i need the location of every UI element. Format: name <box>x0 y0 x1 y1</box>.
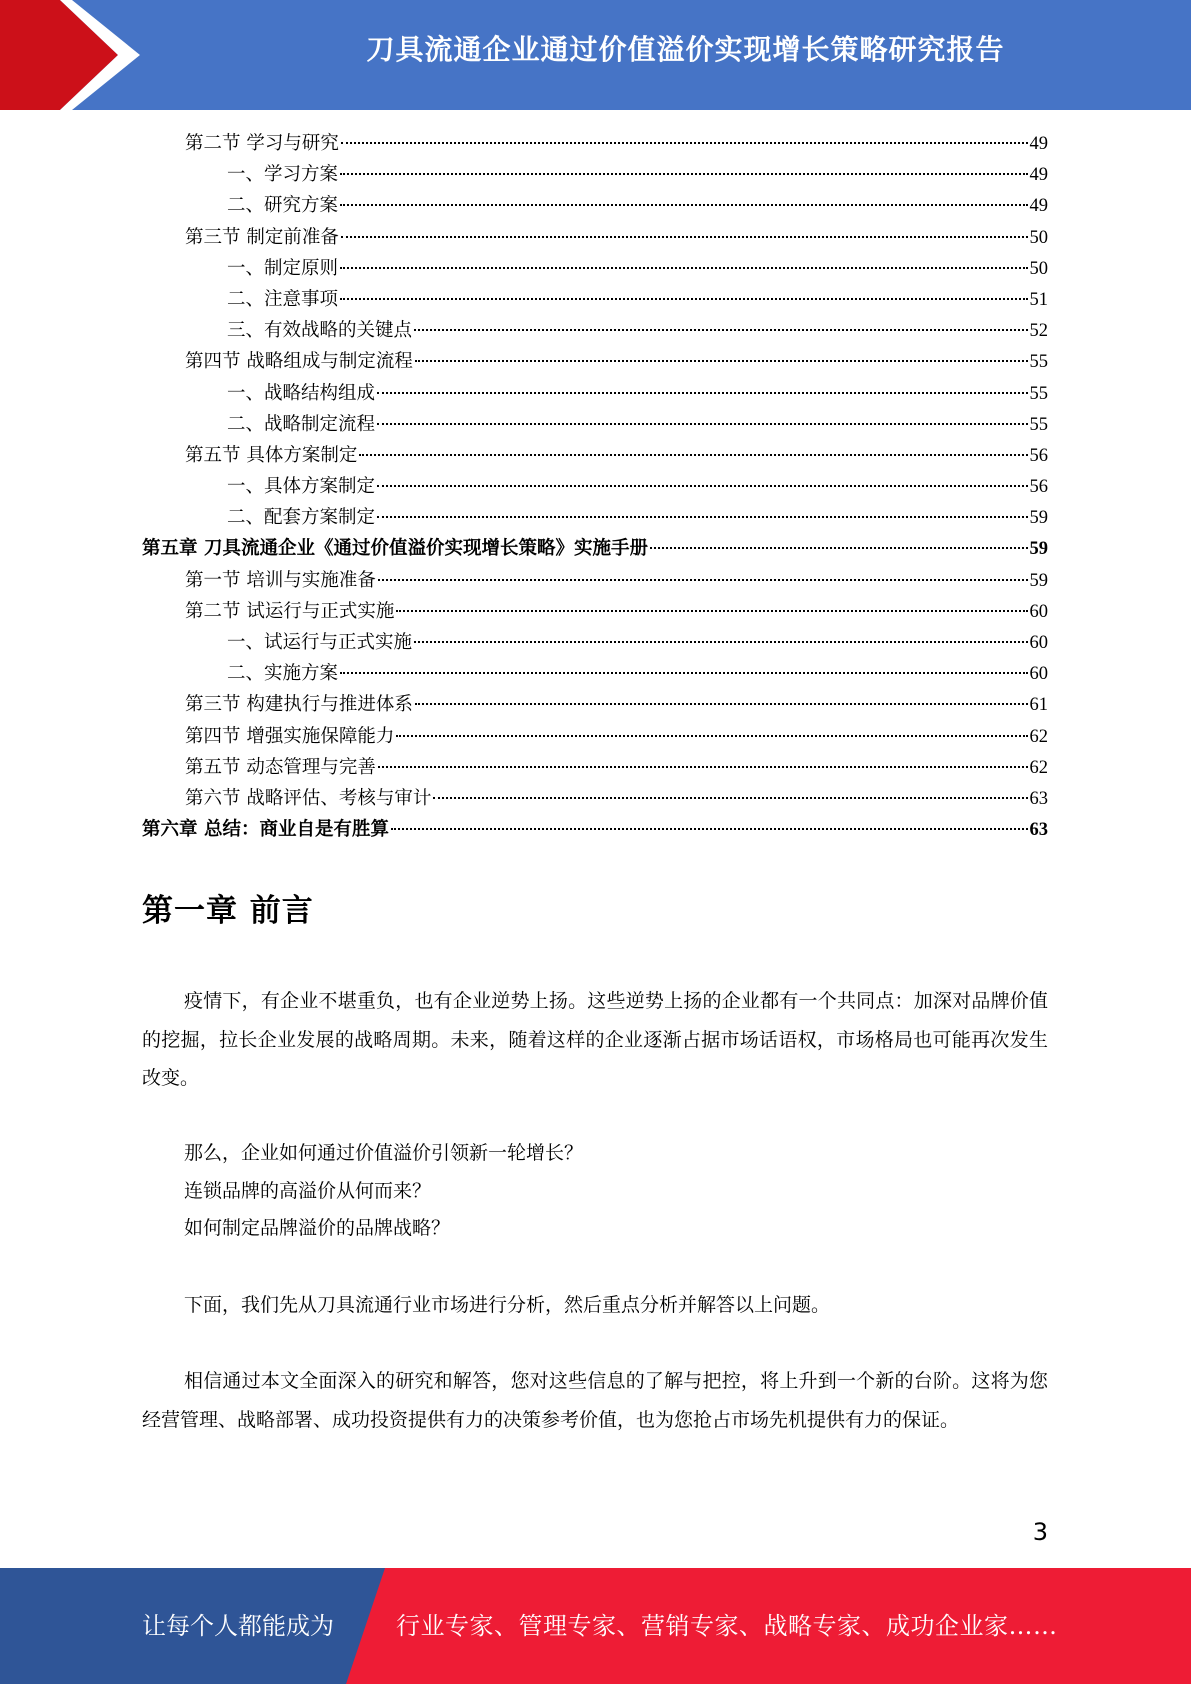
toc-entry-label: 第六节 战略评估、考核与审计 <box>185 787 432 809</box>
toc-entry-label: 一、制定原则 <box>227 257 339 279</box>
toc-entry[interactable] <box>142 346 1048 377</box>
toc-entry-page: 59 <box>1029 570 1048 591</box>
toc-entry-label: 第六章 总结：商业自是有胜算 <box>142 819 389 841</box>
toc-entry-page: 50 <box>1029 258 1048 279</box>
toc-entry-label: 第三节 制定前准备 <box>185 226 339 248</box>
toc-leader-dots <box>415 360 1028 362</box>
toc-entry-page: 49 <box>1029 196 1048 217</box>
table-of-contents <box>142 128 1048 845</box>
toc-leader-dots <box>377 423 1027 425</box>
toc-entry[interactable] <box>142 378 1048 409</box>
toc-entry[interactable] <box>142 315 1048 346</box>
closing-paragraph <box>142 1362 1048 1439</box>
paragraph: 疫情下，有企业不堪重负，也有企业逆势上扬。这些逆势上扬的企业都有一个共同点：加深对品牌价值的挖掘，拉长企业发展的战略周期。未来，随着这样的企业逐渐占据市场话语权，市场格局也可能再次发生改变。 <box>142 990 1048 1089</box>
toc-entry-label: 第二节 学习与研究 <box>185 133 339 154</box>
toc-entry-page: 60 <box>1029 664 1048 685</box>
toc-entry[interactable] <box>142 689 1048 720</box>
toc-entry-label: 第四节 增强实施保障能力 <box>185 725 395 747</box>
toc-entry[interactable] <box>142 222 1048 253</box>
toc-leader-dots <box>414 641 1027 643</box>
toc-entry[interactable] <box>142 471 1048 502</box>
toc-entry-label: 一、学习方案 <box>227 164 339 186</box>
toc-entry-label: 二、注意事项 <box>227 288 339 310</box>
toc-entry-label: 第五节 动态管理与完善 <box>185 756 376 778</box>
toc-leader-dots <box>377 516 1027 518</box>
toc-entry-page: 49 <box>1029 134 1048 154</box>
toc-entry-page: 59 <box>1029 539 1048 560</box>
footer-slogan-left: 让每个人都能成为 <box>142 1612 334 1640</box>
toc-entry[interactable] <box>142 721 1048 752</box>
toc-leader-dots <box>378 579 1028 581</box>
toc-entry-label: 二、配套方案制定 <box>227 507 376 529</box>
header-arrow-decoration <box>0 0 160 110</box>
question-item: 那么，企业如何通过价值溢价引领新一轮增长？ <box>184 1142 584 1164</box>
toc-leader-dots <box>650 547 1028 549</box>
toc-entry-label: 第四节 战略组成与制定流程 <box>185 351 413 373</box>
toc-entry[interactable] <box>142 284 1048 315</box>
question-item: 连锁品牌的高溢价从何而来？ <box>184 1179 432 1202</box>
toc-entry-page: 60 <box>1029 633 1048 653</box>
toc-entry[interactable] <box>142 627 1048 658</box>
paragraph: 相信通过本文全面深入的研究和解答，您对这些信息的了解与把控，将上升到一个新的台阶。这将为您经营管理、战略部署、成功投资提供有力的决策参考价值，也为您抢占市场先机提供有力的保证。 <box>142 1370 1048 1431</box>
analysis-paragraph <box>142 1286 1048 1325</box>
toc-leader-dots <box>378 766 1028 768</box>
toc-leader-dots <box>415 703 1028 705</box>
toc-entry[interactable] <box>142 440 1048 471</box>
toc-entry[interactable] <box>142 814 1048 845</box>
toc-entry[interactable] <box>142 128 1048 159</box>
toc-entry[interactable] <box>142 502 1048 533</box>
page-header <box>0 0 1191 110</box>
intro-paragraph <box>142 982 1048 1098</box>
toc-entry[interactable] <box>142 409 1048 440</box>
toc-leader-dots <box>414 329 1027 331</box>
toc-entry-label: 二、研究方案 <box>227 195 339 217</box>
report-title: 刀具流通企业通过价值溢价实现增长策略研究报告 <box>366 33 1005 66</box>
toc-entry[interactable] <box>142 159 1048 190</box>
toc-entry-page: 60 <box>1029 601 1048 622</box>
toc-leader-dots <box>340 267 1027 269</box>
question-list <box>142 1135 1048 1248</box>
toc-leader-dots <box>433 797 1027 799</box>
toc-leader-dots <box>340 204 1027 206</box>
toc-entry-page: 49 <box>1029 165 1048 186</box>
toc-entry-label: 一、具体方案制定 <box>227 476 376 498</box>
toc-entry-page: 55 <box>1029 414 1048 435</box>
toc-leader-dots <box>377 485 1027 487</box>
toc-entry-page: 51 <box>1029 289 1048 310</box>
toc-leader-dots <box>340 298 1027 300</box>
toc-entry-label: 二、实施方案 <box>227 663 339 685</box>
chapter-heading: 第一章 前言 <box>142 893 314 929</box>
toc-entry[interactable] <box>142 565 1048 596</box>
toc-entry-page: 62 <box>1029 726 1048 747</box>
toc-entry[interactable] <box>142 658 1048 689</box>
toc-leader-dots <box>391 828 1028 830</box>
toc-leader-dots <box>396 735 1027 737</box>
toc-entry[interactable] <box>142 533 1048 564</box>
toc-entry[interactable] <box>142 752 1048 783</box>
toc-leader-dots <box>377 392 1027 394</box>
toc-entry[interactable] <box>142 596 1048 627</box>
toc-entry[interactable] <box>142 253 1048 284</box>
toc-entry-page: 52 <box>1029 321 1048 342</box>
paragraph: 下面，我们先从刀具流通行业市场进行分析，然后重点分析并解答以上问题。 <box>184 1294 831 1316</box>
toc-entry[interactable] <box>142 783 1048 814</box>
toc-entry-page: 56 <box>1029 445 1048 466</box>
toc-leader-dots <box>396 610 1027 612</box>
toc-entry-page: 55 <box>1029 383 1048 404</box>
toc-entry-page: 62 <box>1029 757 1048 778</box>
toc-entry-page: 61 <box>1029 695 1048 716</box>
page-footer <box>0 1568 1191 1684</box>
toc-entry[interactable] <box>142 190 1048 221</box>
toc-leader-dots <box>340 173 1027 175</box>
toc-entry-page: 63 <box>1029 788 1048 809</box>
toc-entry-label: 第三节 构建执行与推进体系 <box>185 694 413 716</box>
toc-leader-dots <box>359 454 1027 456</box>
toc-entry-label: 一、战略结构组成 <box>227 382 376 404</box>
toc-entry-label: 一、试运行与正式实施 <box>227 632 413 653</box>
toc-leader-dots <box>341 236 1028 238</box>
toc-entry-page: 59 <box>1029 508 1048 529</box>
question-item: 如何制定品牌溢价的品牌战略？ <box>184 1217 451 1239</box>
toc-entry-page: 55 <box>1029 352 1048 373</box>
footer-slogan-right: 行业专家、管理专家、营销专家、战略专家、成功企业家…… <box>396 1612 1058 1640</box>
toc-leader-dots <box>340 672 1027 674</box>
toc-entry-label: 第一节 培训与实施准备 <box>185 569 376 591</box>
toc-entry-label: 第二节 试运行与正式实施 <box>185 600 395 622</box>
toc-entry-label: 第五章 刀具流通企业《通过价值溢价实现增长策略》实施手册 <box>142 538 648 560</box>
page-number: 3 <box>1032 1518 1048 1546</box>
toc-entry-page: 63 <box>1029 820 1048 841</box>
toc-entry-label: 二、战略制定流程 <box>227 413 376 435</box>
toc-leader-dots <box>341 142 1028 144</box>
toc-entry-label: 第五节 具体方案制定 <box>185 444 358 466</box>
toc-entry-page: 56 <box>1029 477 1048 498</box>
toc-entry-page: 50 <box>1029 227 1048 248</box>
toc-entry-label: 三、有效战略的关键点 <box>227 320 413 342</box>
